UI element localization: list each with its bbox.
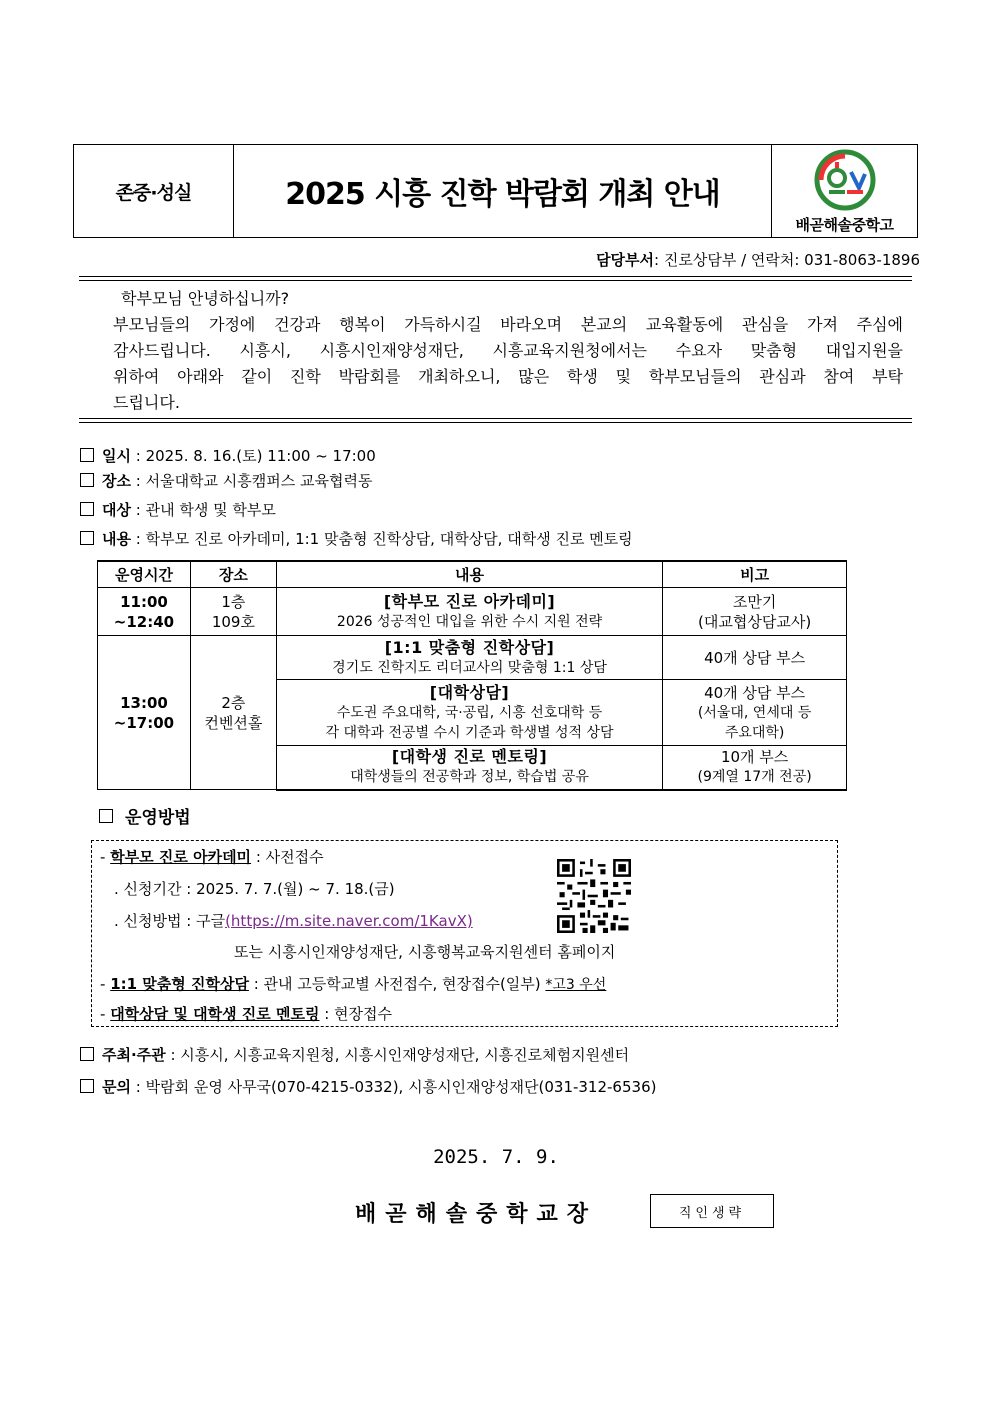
op-period: . 신청기간 : 2025. 7. 7.(월) ~ 7. 18.(금): [114, 880, 395, 898]
place-cell: 2층 컨벤션홀: [190, 636, 276, 790]
column-header: 장소: [190, 561, 276, 588]
item-place: [80, 470, 372, 491]
divider: [79, 422, 912, 423]
item-content: [80, 528, 633, 549]
op-academy: - 학부모 진로 아카데미 : 사전접수: [100, 848, 324, 866]
operation-box: [91, 840, 838, 1027]
item-inquiry: [80, 1076, 656, 1097]
school-motto: 존중·성실: [74, 145, 234, 237]
school-logo: [771, 145, 917, 237]
content-cell: [대학생 진로 멘토링] 대학생들의 전공학과 정보, 학습법 공유: [276, 746, 662, 790]
greeting-line: 드립니다.: [113, 393, 180, 412]
checkbox-icon: [99, 809, 113, 823]
greeting-line: 감사드립니다. 시흥시, 시흥시인재양성재단, 시흥교육지원청에서는 수요자 맞춤형 대입지원을: [113, 341, 903, 360]
table-row: [98, 636, 847, 680]
item-key: 장소: [102, 472, 131, 490]
table-row: [98, 588, 847, 636]
item-date: [80, 445, 376, 466]
operation-title: 운영방법: [99, 803, 191, 828]
qr-code-icon[interactable]: [556, 859, 632, 933]
op-alt: 또는 시흥시인재양성재단, 시흥행복교육지원센터 홈페이지: [234, 943, 616, 961]
item-value: : 2025. 8. 16.(토) 11:00 ~ 17:00: [135, 447, 376, 465]
item-host: [80, 1044, 629, 1065]
greeting: [113, 286, 903, 416]
checkbox-icon: [80, 1079, 94, 1093]
column-header: 운영시간: [98, 561, 191, 588]
content-cell: [대학상담] 수도권 주요대학, 국·공립, 시흥 선호대학 등 각 대학과 전공별 수시 기준과 학생별 성적 상담: [276, 680, 662, 746]
op-mentoring: - 대학상담 및 대학생 진로 멘토링 : 현장접수: [100, 1005, 393, 1023]
item-key: 문의: [102, 1078, 131, 1096]
signup-link[interactable]: (https://m.site.naver.com/1KavX): [225, 912, 473, 930]
column-header: 비고: [663, 561, 847, 588]
time-cell: 11:00 ~12:40: [98, 588, 191, 636]
principal-title: 배곧해솔중학교장: [355, 1201, 598, 1227]
item-key: 주최·주관: [102, 1046, 166, 1064]
issue-date: 2025. 7. 9.: [433, 1146, 559, 1168]
contact-line: [596, 249, 920, 270]
item-key: 내용: [102, 530, 131, 548]
dept-label: 담당부서: [596, 251, 655, 269]
item-value: : 서울대학교 시흥캠퍼스 교육협력동: [135, 472, 373, 490]
divider: [79, 276, 912, 277]
item-key: 일시: [102, 447, 131, 465]
remark-cell: 40개 상담 부스 (서울대, 연세대 등 주요대학): [663, 680, 847, 746]
table-header-row: [98, 561, 847, 588]
item-target: [80, 499, 276, 520]
greeting-line: 부모님들의 가정에 건강과 행복이 가득하시길 바라오며 본교의 교육활동에 관심을 가져 주심에: [113, 315, 903, 334]
page-title: 2025 시흥 진학 박람회 개최 안내: [285, 177, 720, 212]
place-cell: 1층 109호: [190, 588, 276, 636]
remark-cell: 40개 상담 부스: [663, 636, 847, 680]
greeting-line: 학부모님 안녕하십니까?: [121, 289, 290, 308]
op-counsel: - 1:1 맞춤형 진학상담 : 관내 고등학교별 사전접수, 현장접수(일부) *고3 우선: [100, 975, 607, 993]
seal-box: 직인생략: [650, 1194, 774, 1228]
checkbox-icon: [80, 448, 94, 462]
school-name: 배곧해솔중학고: [795, 215, 894, 234]
column-header: 내용: [276, 561, 662, 588]
item-value: : 관내 학생 및 학부모: [135, 501, 276, 519]
dept-value: : 진로상담부 / 연락처: 031-8063-1896: [654, 251, 920, 269]
divider: [79, 280, 912, 281]
schedule-table: [97, 560, 847, 791]
checkbox-icon: [80, 473, 94, 487]
item-value: : 박람회 운영 사무국(070-4215-0332), 시흥시인재양성재단(031-312-6536): [135, 1078, 657, 1096]
content-cell: [1:1 맞춤형 진학상담] 경기도 진학지도 리더교사의 맞춤형 1:1 상담: [276, 636, 662, 680]
header-box: [73, 144, 918, 238]
item-value: : 학부모 진로 아카데미, 1:1 맞춤형 진학상담, 대학상담, 대학생 진로 멘토링: [135, 530, 633, 548]
item-key: 대상: [102, 501, 131, 519]
greeting-line: 위하여 아래와 같이 진학 박람회를 개최하오니, 많은 학생 및 학부모님들의 관심과 참여 부탁: [113, 367, 903, 386]
op-method: . 신청방법 : 구글(https://m.site.naver.com/1KavX): [114, 912, 473, 930]
time-cell: 13:00 ~17:00: [98, 636, 191, 790]
content-cell: [학부모 진로 아카데미] 2026 성공적인 대입을 위한 수시 지원 전략: [276, 588, 662, 636]
checkbox-icon: [80, 1047, 94, 1061]
item-value: : 시흥시, 시흥교육지원청, 시흥시인재양성재단, 시흥진로체험지원센터: [170, 1046, 630, 1064]
checkbox-icon: [80, 502, 94, 516]
divider: [79, 418, 912, 419]
remark-cell: 10개 부스 (9계열 17개 전공): [663, 746, 847, 790]
remark-cell: 조만기 (대교협상담교사): [663, 588, 847, 636]
school-emblem-icon: [813, 148, 877, 212]
checkbox-icon: [80, 531, 94, 545]
